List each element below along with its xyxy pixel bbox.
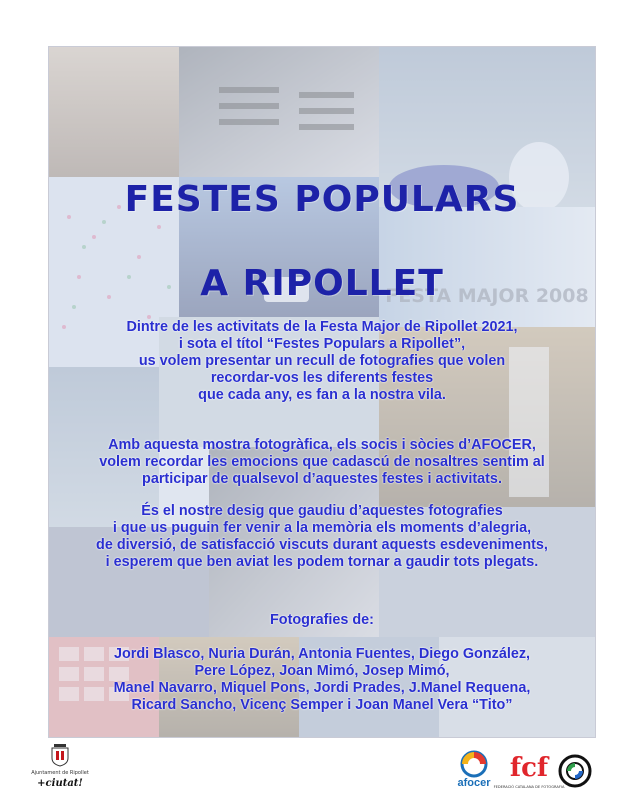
intro-line: i sota el títol “Festes Populars a Ripollet”, xyxy=(178,336,466,352)
afocer-line: volem recordar les emocions que cadascú de nosaltres sentim al xyxy=(99,454,545,470)
intro-line: Dintre de les activitats de la Festa Major de Ripollet 2021, xyxy=(126,319,518,335)
credits-line: Jordi Blasco, Nuria Durán, Antonia Fuentes, Diego González, xyxy=(113,646,531,662)
wish-paragraph xyxy=(57,503,587,571)
fcf-name: FEDERACIÓ CATALANA DE FOTOGRAFIA xyxy=(493,785,565,789)
svg-text:fcf: fcf xyxy=(509,753,549,783)
camera-lens-icon xyxy=(558,754,592,788)
fcf-logo xyxy=(493,750,565,794)
credits-list xyxy=(57,646,587,714)
credits-heading: Fotografies de: xyxy=(270,612,374,628)
afocer-line: Amb aquesta mostra fotogràfica, els socis i sòcies d’AFOCER, xyxy=(108,437,536,453)
ajuntament-name: Ajuntament de Ripollet xyxy=(31,770,89,776)
intro-paragraph xyxy=(57,319,587,404)
wish-line: És el nostre desig que gaudiu d’aquestes fotografies xyxy=(141,503,503,519)
poster xyxy=(48,46,596,738)
afocer-paragraph xyxy=(57,437,587,488)
afocer-line: participar de qualsevol d’aquestes festes i activitats. xyxy=(142,471,502,487)
poster-content xyxy=(49,47,595,737)
ajuntament-crest-icon xyxy=(30,744,90,790)
afocer-name: afocer xyxy=(457,777,491,789)
title-line-2: A RIPOLLET xyxy=(200,263,444,304)
intro-line: recordar-vos les diferents festes xyxy=(210,370,434,386)
wish-line: i que us puguin fer venir a la memòria els moments d’alegria, xyxy=(112,520,532,536)
intro-line: us volem presentar un recull de fotografies que volen xyxy=(138,353,506,369)
ajuntament-slogan: +ciutat! xyxy=(37,778,83,789)
title-line-1: FESTES POPULARS xyxy=(124,179,520,220)
credits-line: Manel Navarro, Miquel Pons, Jordi Prades, J.Manel Requena, xyxy=(113,680,531,696)
credits-line: Ricard Sancho, Vicenç Semper i Joan Manel Vera “Tito” xyxy=(131,697,513,713)
fcf-letters-icon xyxy=(493,750,565,794)
intro-line: que cada any, es fan a la nostra vila. xyxy=(198,387,446,403)
afocer-logo xyxy=(448,750,500,792)
ajuntament-logo xyxy=(30,744,90,790)
afocer-aperture-icon xyxy=(448,750,500,792)
wish-line: i esperem que ben aviat les podem tornar a gaudir tots plegats. xyxy=(105,554,539,570)
credits-line: Pere López, Joan Mimó, Josep Mimó, xyxy=(194,663,450,679)
wish-line: de diversió, de satisfacció viscuts durant aquests esdeveniments, xyxy=(96,537,548,553)
camera-logo xyxy=(558,754,592,788)
